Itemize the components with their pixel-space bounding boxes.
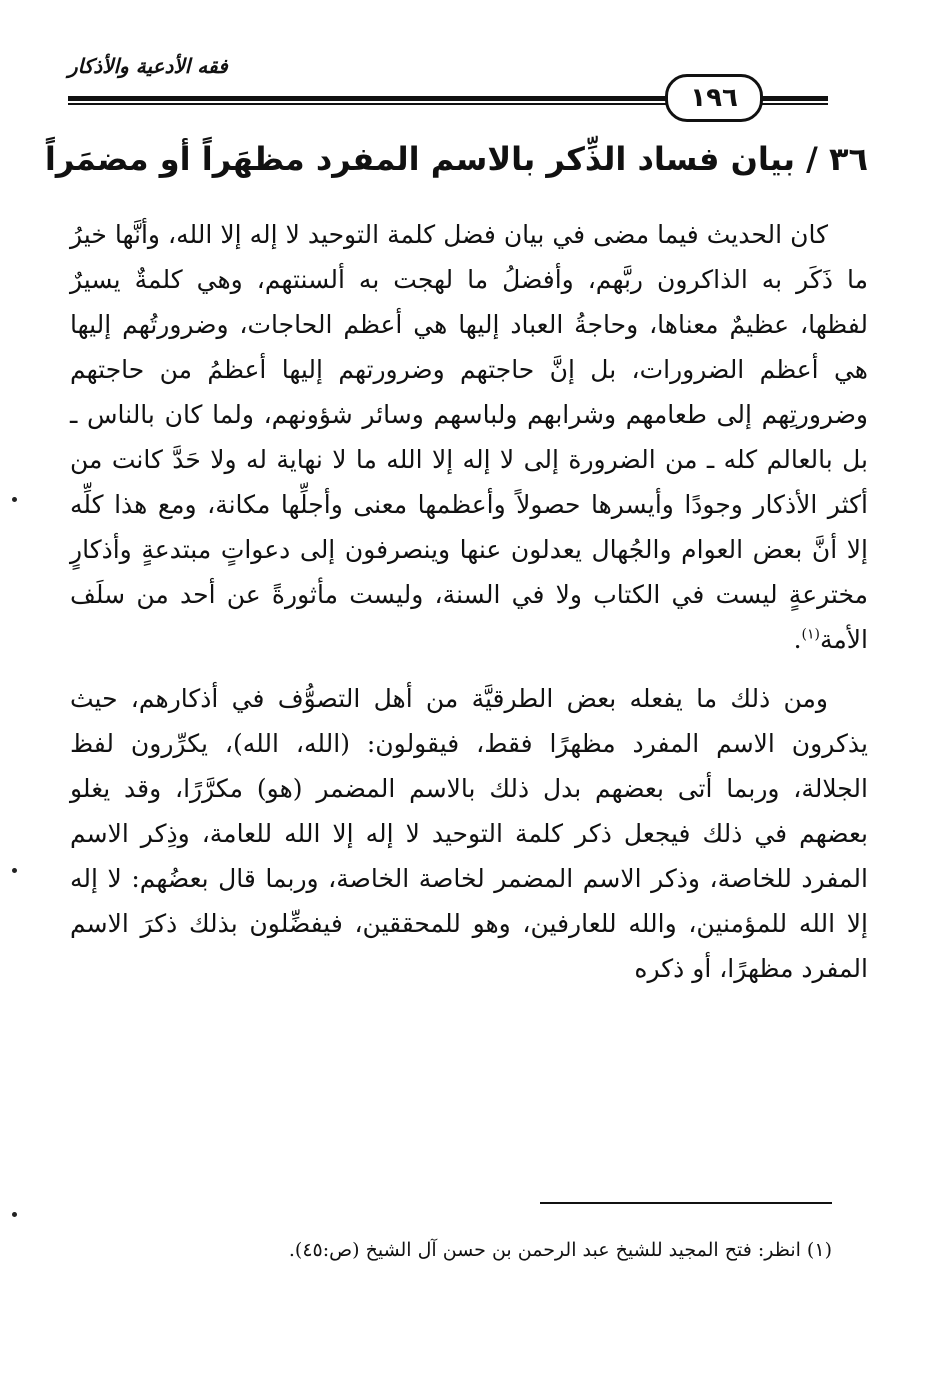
paragraph <box>70 676 868 991</box>
paragraph-end: . <box>793 625 802 654</box>
page-number: ١٩٦ <box>665 74 763 122</box>
paragraph <box>70 212 868 662</box>
body-text <box>70 212 868 991</box>
scan-speck <box>12 868 17 873</box>
paragraph-text: كان الحديث فيما مضى في بيان فضل كلمة التوحيد لا إله إلا الله، وأنَّها خيرُ ما ذَكَر به الذاكرون ربَّهم، وأفضلُ ما لهجت به ألسنتهم، وهي كلمةٌ يسيرٌ لفظها، عظيمٌ معناها، وحاجةُ العباد إليها هي أعظم الحاجات، وضرورتُهم إليها هي أعظم الضرورات، بل إنَّ حاجتهم وضرورتهم إليها أعظمُ من حاجتهم وضرورتِهم إلى طعامهم وشرابهم ولباسهم وسائر شؤونهم، ولما كان بالناس ـ بل بالعالم كله ـ من الضرورة إلى لا إله إلا الله ما لا نهاية له ولا حَدَّ كانت من أكثر الأذكار وجودًا وأيسرها حصولاً وأعظمها معنى وأجلِّها مكانة، ومع هذا كلِّه إلا أنَّ بعض العوام والجُهال يعدلون عنها وينصرفون إلى دعواتٍ مبتدعةٍ وأذكارٍ مخترعةٍ ليست في الكتاب ولا في السنة، وليست مأثورةً عن أحد من سلَف الأمة <box>70 220 868 654</box>
paragraph-text: ومن ذلك ما يفعله بعض الطرقيَّة من أهل التصوُّف في أذكارهم، حيث يذكرون الاسم المفرد مظهرًا فقط، فيقولون: (الله، الله)، يكرِّرون لفظ الجلالة، وربما أتى بعضهم بدل ذلك بالاسم المضمر (هو) مكرَّرًا، وقد يغلو بعضهم في ذلك فيجعل ذكر كلمة التوحيد لا إله إلا الله للعامة، وذِكر الاسم المفرد للخاصة، وذكر الاسم المضمر لخاصة الخاصة، وربما قال بعضُهم: لا إله إلا الله للمؤمنين، والله للعارفين، وهو للمحققين، فيفضِّلون بذلك ذكرَ الاسم المفرد مظهرًا، أو ذكره <box>70 684 868 983</box>
scan-speck <box>12 497 17 502</box>
footnote-separator <box>540 1202 832 1204</box>
chapter-heading: ٣٦ / بيان فساد الذِّكر بالاسم المفرد مظهَراً أو مضمَراً <box>44 140 868 178</box>
footnote: (١) انظر: فتح المجيد للشيخ عبد الرحمن بن حسن آل الشيخ (ص:٤٥). <box>288 1239 832 1261</box>
running-title: فقه الأدعية والأذكار <box>68 54 228 78</box>
footnote-reference[interactable]: (١) <box>801 626 820 643</box>
scan-speck <box>12 1212 17 1217</box>
